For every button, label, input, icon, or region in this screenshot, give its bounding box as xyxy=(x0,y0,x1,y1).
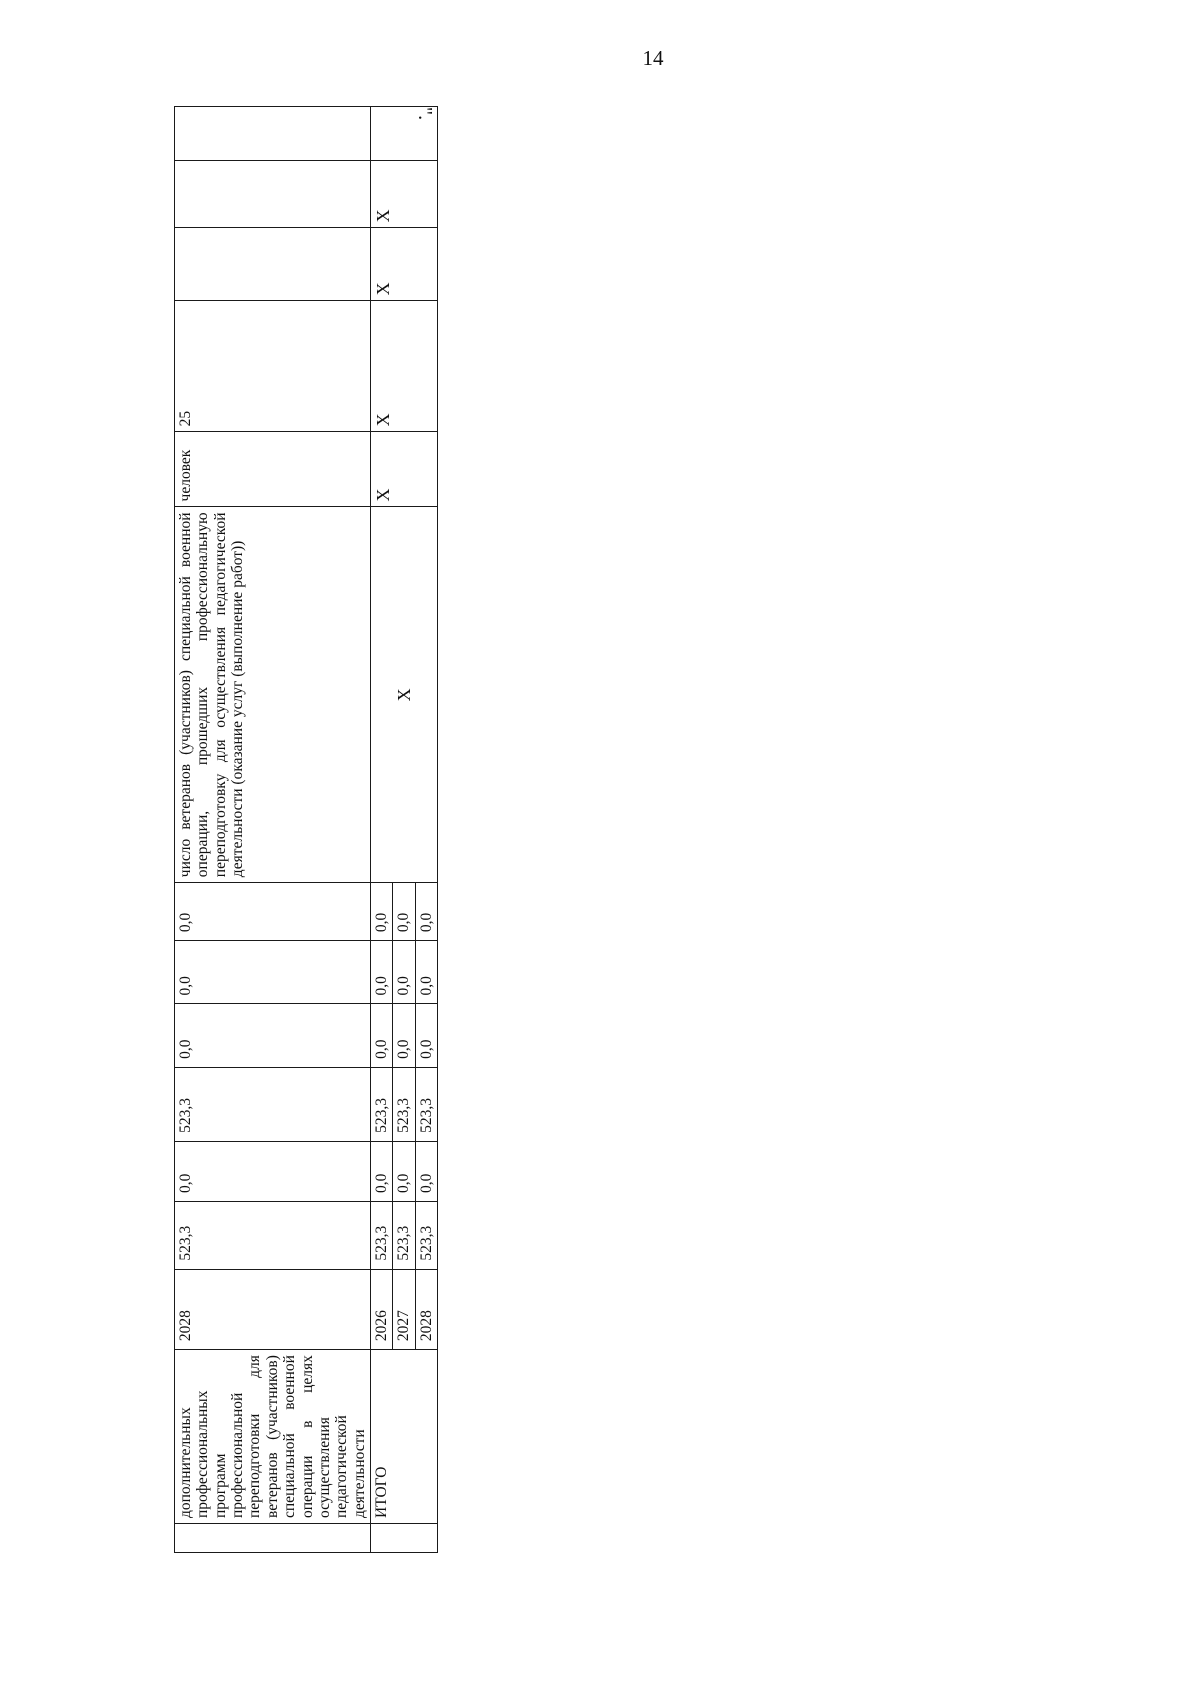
x-mark-cell: Х xyxy=(370,507,437,883)
empty-cell xyxy=(370,107,437,161)
value-cell: 0,0 xyxy=(415,941,437,1004)
indicator-cell: число ветеранов (участников) специальной военной операции, прошедших профессиональную переподготовку для осуществления педагогической деятельности (оказание услуг (выполнение работ)) xyxy=(175,507,371,883)
value-cell: 0,0 xyxy=(175,941,371,1004)
value-cell: 523,3 xyxy=(370,1067,392,1141)
table-row-total xyxy=(370,107,392,1553)
value-cell: 523,3 xyxy=(175,1067,371,1141)
value-cell: 0,0 xyxy=(415,883,437,941)
x-mark-cell: Х xyxy=(370,301,437,432)
target-cell: 25 xyxy=(175,301,371,432)
value-cell: 523,3 xyxy=(393,1201,415,1269)
value-cell: 0,0 xyxy=(393,941,415,1004)
data-table xyxy=(174,106,438,1553)
value-cell: 0,0 xyxy=(393,1141,415,1201)
empty-cell xyxy=(175,160,371,228)
empty-cell xyxy=(175,107,371,161)
year-cell: 2028 xyxy=(415,1269,437,1350)
row-number-cell xyxy=(370,1524,437,1553)
value-cell: 0,0 xyxy=(370,941,392,1004)
value-cell: 523,3 xyxy=(393,1067,415,1141)
row-number-cell xyxy=(175,1524,371,1553)
unit-cell: человек xyxy=(175,432,371,507)
value-cell: 0,0 xyxy=(415,1141,437,1201)
value-cell: 523,3 xyxy=(415,1067,437,1141)
value-cell: 523,3 xyxy=(175,1201,371,1269)
year-cell: 2026 xyxy=(370,1269,392,1350)
value-cell: 523,3 xyxy=(370,1201,392,1269)
x-mark-cell: Х xyxy=(370,160,437,228)
page-number: 14 xyxy=(642,46,664,70)
value-cell: 0,0 xyxy=(370,1141,392,1201)
value-cell: 0,0 xyxy=(393,883,415,941)
total-label-cell: ИТОГО xyxy=(370,1350,437,1524)
rotated-table-container xyxy=(174,106,435,1553)
value-cell: 0,0 xyxy=(370,1004,392,1067)
value-cell: 0,0 xyxy=(393,1004,415,1067)
row-description-cell: дополнительных профессиональных программ профессиональной переподготовки для ветеранов (участников) специальной военной операции в целях осуществления педагогической деятельности xyxy=(175,1350,371,1524)
x-mark-cell: Х xyxy=(370,432,437,507)
value-cell: 523,3 xyxy=(415,1201,437,1269)
value-cell: 0,0 xyxy=(370,883,392,941)
value-cell: 0,0 xyxy=(175,883,371,941)
empty-cell xyxy=(175,228,371,301)
x-mark-cell: Х xyxy=(370,228,437,301)
value-cell: 0,0 xyxy=(415,1004,437,1067)
value-cell: 0,0 xyxy=(175,1141,371,1201)
year-cell: 2027 xyxy=(393,1269,415,1350)
year-cell: 2028 xyxy=(175,1269,371,1350)
closing-quote-mark: ". xyxy=(414,106,437,121)
table-row-main xyxy=(175,107,371,1553)
value-cell: 0,0 xyxy=(175,1004,371,1067)
